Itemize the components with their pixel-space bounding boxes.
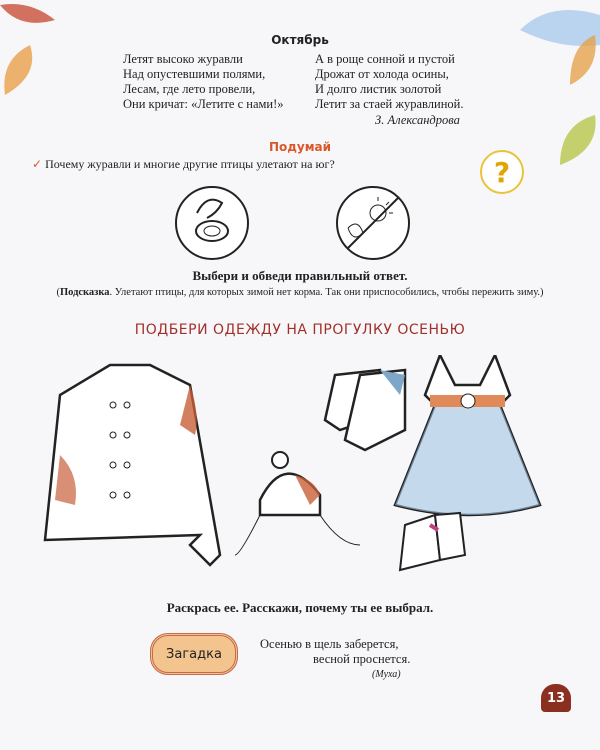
poem-line: Они кричат: «Летите с нами!» [123, 97, 284, 111]
poem-left-column [123, 52, 284, 112]
poem-line: И долго листик золотой [315, 82, 442, 96]
riddle-answer: (Муха) [372, 669, 401, 680]
think-question [32, 157, 335, 172]
poem-line: А в роще сонной и пустой [315, 52, 455, 66]
poem-title: Октябрь [271, 33, 329, 47]
leaf-icon [0, 0, 60, 30]
clothes-title: ПОДБЕРИ ОДЕЖДУ НА ПРОГУЛКУ ОСЕНЬЮ [134, 322, 466, 338]
poem-line: Над опустевшими полями, [123, 67, 266, 81]
poem-line: Лесам, где лето провели, [123, 82, 256, 96]
question-text: Почему журавли и многие другие птицы улетают на юг? [45, 157, 335, 171]
poem-line: Летит за стаей журавлиной. [315, 97, 464, 111]
page-number: 13 [541, 684, 571, 712]
food-plate-choice[interactable] [172, 183, 252, 263]
sandals-choice[interactable] [400, 513, 465, 570]
boots-choice[interactable] [325, 370, 405, 450]
sun-crossed-choice[interactable] [333, 183, 413, 263]
poem-line: Летят высоко журавли [123, 52, 243, 66]
choose-instruction: Выбери и обведи правильный ответ. [192, 268, 408, 283]
hint-body: . Улетают птицы, для которых зимой нет корма. Так они приспособились, чтобы пережить зиму.) [109, 287, 544, 298]
color-instruction: Раскрась ее. Расскажи, почему ты ее выбрал. [166, 600, 434, 615]
hint-text [0, 287, 600, 298]
check-icon: ✓ [32, 157, 43, 171]
question-mark-icon: ? [480, 150, 524, 194]
hat-choice[interactable] [235, 452, 360, 555]
riddle-line-2: весной проснется. [313, 652, 411, 666]
hint-paren: ( [56, 287, 60, 298]
think-title: Подумай [268, 140, 332, 154]
poem-right-column [315, 52, 463, 112]
poem-line: Дрожат от холода осины, [315, 67, 449, 81]
hint-label: Подсказка [59, 287, 110, 298]
clothes-illustration [40, 355, 560, 595]
leaf-icon [0, 40, 40, 100]
coat-choice[interactable] [45, 365, 220, 565]
riddle-line-1: Осенью в щель заберется, [260, 637, 399, 651]
dress-choice[interactable] [395, 355, 540, 515]
riddle-badge: Загадка [150, 633, 238, 675]
poem-author: З. Александрова [375, 113, 460, 127]
